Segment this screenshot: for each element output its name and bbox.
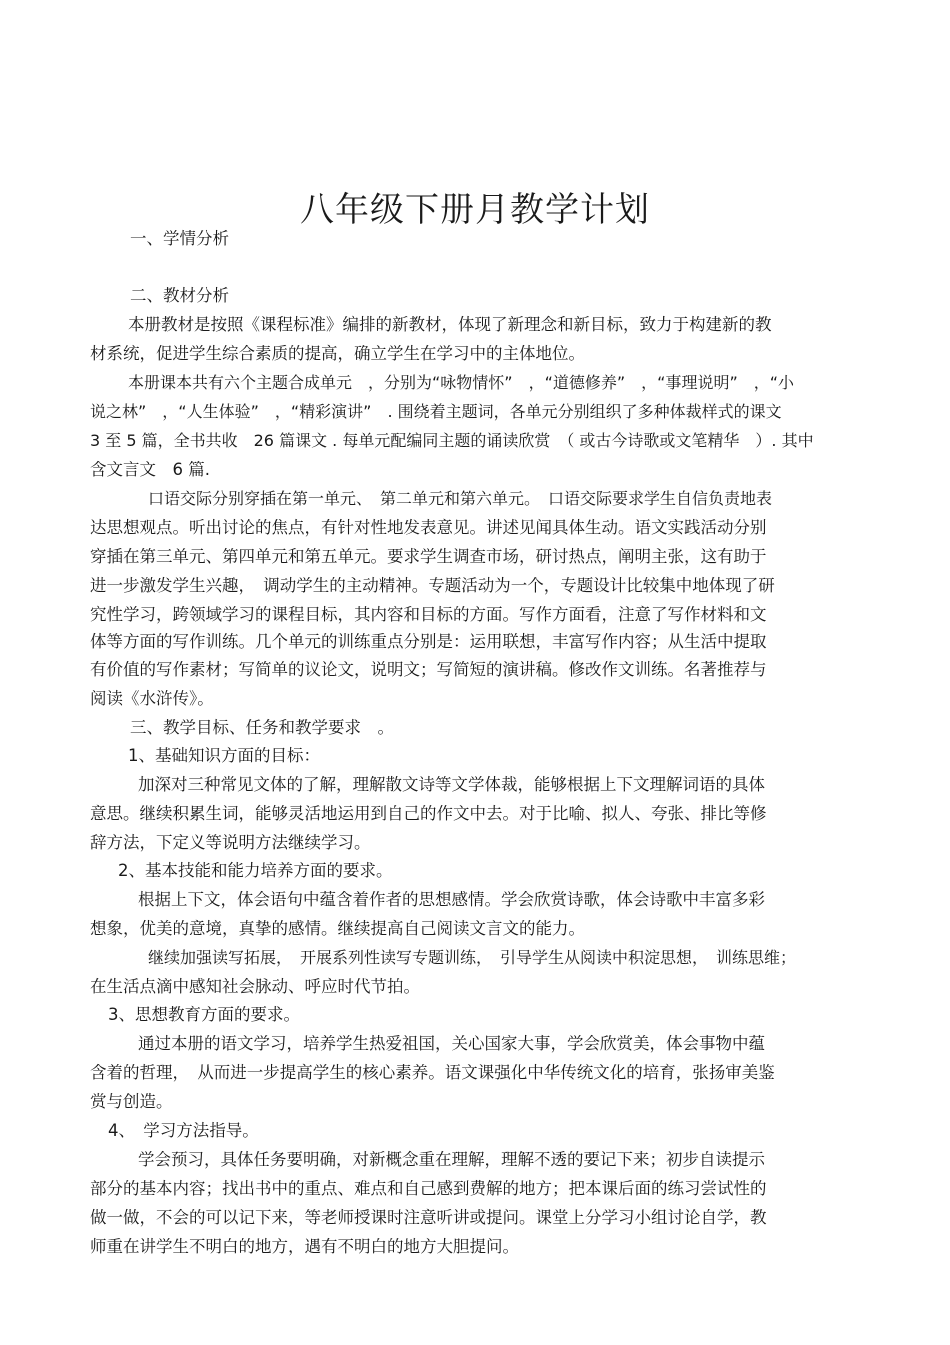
subheading-basic-knowledge: 1、基础知识方面的目标：: [128, 746, 320, 765]
subheading-study-methods: 4、 学习方法指导。: [108, 1121, 259, 1140]
body-line: 本册课本共有六个主题合成单元 ，分别为“咏物情怀” ，“道德修养” ，“事理说明” ，“小: [128, 373, 795, 392]
body-line: 体等方面的写作训练。几个单元的训练重点分别是：运用联想，丰富写作内容；从生活中提取: [90, 632, 767, 651]
body-line: 本册教材是按照《课程标准》编排的新教材，体现了新理念和新目标，致力于构建新的教: [128, 315, 772, 334]
body-line: 加深对三种常见文体的了解，理解散文诗等文学体裁，能够根据上下文理解词语的具体: [138, 775, 765, 794]
body-line: 口语交际分别穿插在第一单元、 第二单元和第六单元。 口语交际要求学生自信负责地表: [148, 489, 773, 508]
body-line: 师重在讲学生不明白的地方，遇有不明白的地方大胆提问。: [90, 1237, 519, 1256]
subheading-moral-education: 3、思想教育方面的要求。: [108, 1005, 300, 1024]
body-line: 含着的哲理， 从而进一步提高学生的核心素养。语文课强化中华传统文化的培育，张扬审美鉴: [90, 1063, 775, 1082]
body-line: 材系统，促进学生综合素质的提高，确立学生在学习中的主体地位。: [90, 344, 585, 363]
heading-goals: 三、教学目标、任务和教学要求 。: [130, 718, 394, 737]
body-line: 想象，优美的意境，真挚的感情。继续提高自己阅读文言文的能力。: [90, 919, 585, 938]
body-line: 究性学习，跨领域学习的课程目标，其内容和目标的方面。写作方面看，注意了写作材料和文: [90, 605, 767, 624]
heading-student-analysis: 一、学情分析: [130, 229, 229, 248]
body-line: 赏与创造。: [90, 1092, 173, 1111]
body-line: 达思想观点。听出讨论的焦点，有针对性地发表意见。讲述见闻具体生动。语文实践活动分别: [90, 518, 767, 537]
body-line: 穿插在第三单元、第四单元和第五单元。要求学生调查市场，研讨热点，阐明主张，这有助于: [90, 547, 767, 566]
body-line: 继续加强读写拓展， 开展系列性读写专题训练， 引导学生从阅读中积淀思想， 训练思维；: [148, 948, 797, 967]
body-line: 根据上下文，体会语句中蕴含着作者的思想感情。学会欣赏诗歌，体会诗歌中丰富多彩: [138, 890, 765, 909]
heading-textbook-analysis: 二、教材分析: [130, 286, 229, 305]
body-line: 阅读《水浒传》。: [90, 689, 214, 708]
body-line: 3 至 5 篇，全书共收 26 篇课文 . 每单元配编同主题的诵读欣赏 （ 或古今诗歌或文笔精华 ）. 其中: [90, 431, 814, 450]
subheading-basic-skills: 2、基本技能和能力培养方面的要求。: [118, 861, 393, 880]
body-line: 做一做，不会的可以记下来，等老师授课时注意听讲或提问。课堂上分学习小组讨论自学，教: [90, 1208, 767, 1227]
body-line: 含文言文 6 篇.: [90, 460, 210, 479]
body-line: 部分的基本内容；找出书中的重点、难点和自己感到费解的地方；把本课后面的练习尝试性的: [90, 1179, 767, 1198]
body-line: 学会预习，具体任务要明确，对新概念重在理解，理解不透的要记下来；初步自读提示: [138, 1150, 765, 1169]
document-title: 八年级下册月教学计划: [300, 190, 650, 230]
body-line: 通过本册的语文学习，培养学生热爱祖国，关心国家大事，学会欣赏美，体会事物中蕴: [138, 1034, 765, 1053]
body-line: 在生活点滴中感知社会脉动、呼应时代节拍。: [90, 977, 420, 996]
body-line: 辞方法，下定义等说明方法继续学习。: [90, 833, 371, 852]
body-line: 说之林” ，“人生体验” ，“精彩演讲” . 围绕着主题词，各单元分别组织了多种体裁样式的课文: [90, 402, 782, 421]
body-line: 有价值的写作素材；写简单的议论文，说明文；写简短的演讲稿。修改作文训练。名著推荐与: [90, 660, 767, 679]
body-line: 意思。继续积累生词，能够灵活地运用到自己的作文中去。对于比喻、拟人、夸张、排比等修: [90, 804, 767, 823]
body-line: 进一步激发学生兴趣， 调动学生的主动精神。专题活动为一个，专题设计比较集中地体现了研: [90, 576, 775, 595]
